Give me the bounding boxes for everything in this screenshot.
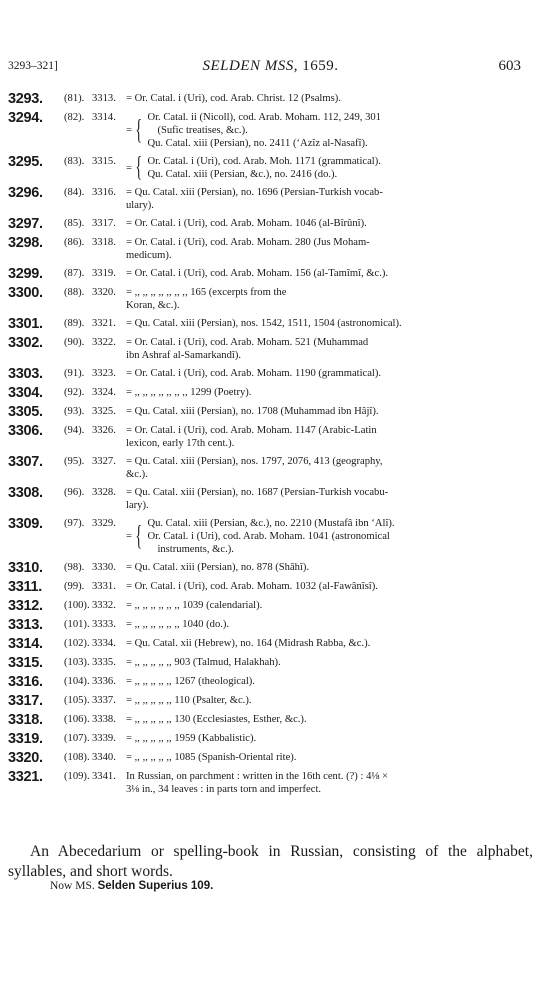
ms-number: 3340. bbox=[92, 752, 116, 763]
header-year: 1659. bbox=[302, 58, 339, 74]
brace-glyph: { bbox=[135, 520, 143, 552]
ms-number: 3326. bbox=[92, 425, 116, 436]
ms-number: 3341. bbox=[92, 771, 116, 782]
entry-number: 3296. bbox=[8, 185, 43, 201]
entry-description bbox=[126, 517, 533, 556]
old-number: (92). bbox=[64, 387, 85, 398]
old-number: (90). bbox=[64, 337, 85, 348]
old-number: (105). bbox=[64, 695, 90, 706]
description-line: = ,, ,, ,, ,, ,, 1267 (theological). bbox=[126, 676, 255, 687]
entry-number: 3293. bbox=[8, 91, 43, 107]
catalogue-entry bbox=[8, 618, 533, 632]
catalogue-entry bbox=[8, 770, 533, 796]
entry-list bbox=[8, 92, 533, 801]
old-number: (88). bbox=[64, 287, 85, 298]
entry-description bbox=[126, 637, 533, 650]
description-line: Qu. Catal. xiii (Persian), no. 2411 (‘Azîz al-Nasafî). bbox=[147, 138, 368, 149]
entry-number: 3320. bbox=[8, 750, 43, 766]
entry-description bbox=[126, 455, 533, 481]
entry-number: 3308. bbox=[8, 485, 43, 501]
entry-description bbox=[126, 286, 533, 312]
entry-description bbox=[126, 236, 533, 262]
old-number: (94). bbox=[64, 425, 85, 436]
old-number: (100). bbox=[64, 600, 90, 611]
ms-number: 3330. bbox=[92, 562, 116, 573]
entry-number: 3306. bbox=[8, 423, 43, 439]
description-line: Or. Catal. i (Uri), cod. Arab. Moham. 1041 (astronomical bbox=[147, 531, 390, 542]
entry-number: 3302. bbox=[8, 335, 43, 351]
catalogue-entry bbox=[8, 217, 533, 231]
description-line: Or. Catal. ii (Nicoll), cod. Arab. Moham. 112, 249, 301 bbox=[147, 112, 381, 123]
catalogue-entry bbox=[8, 367, 533, 381]
ms-number: 3318. bbox=[92, 237, 116, 248]
old-number: (87). bbox=[64, 268, 85, 279]
description-line: lary). bbox=[126, 500, 149, 511]
equals-sign: = bbox=[126, 162, 132, 174]
description-line: = Or. Catal. i (Uri), cod. Arab. Moham. 1032 (al-Fawânîsî). bbox=[126, 581, 378, 592]
description-line: Qu. Catal. xiii (Persian, &c.), no. 2210 (Mustafâ ibn ‘Alî). bbox=[147, 518, 395, 529]
ms-number: 3335. bbox=[92, 657, 116, 668]
ms-number: 3336. bbox=[92, 676, 116, 687]
old-number: (81). bbox=[64, 93, 85, 104]
entry-number: 3314. bbox=[8, 636, 43, 652]
description-line: Koran, &c.). bbox=[126, 300, 180, 311]
catalogue-entry bbox=[8, 92, 533, 106]
catalogue-entry bbox=[8, 599, 533, 613]
description-line: = Qu. Catal. xiii (Persian), no. 1696 (Persian-Turkish vocab- bbox=[126, 187, 383, 198]
catalogue-entry bbox=[8, 656, 533, 670]
entry-number: 3301. bbox=[8, 316, 43, 332]
catalogue-entry bbox=[8, 580, 533, 594]
old-number: (107). bbox=[64, 733, 90, 744]
entry-number: 3312. bbox=[8, 598, 43, 614]
entry-description bbox=[126, 599, 533, 612]
ms-number: 3339. bbox=[92, 733, 116, 744]
old-number: (84). bbox=[64, 187, 85, 198]
description-line: = Qu. Catal. xii (Hebrew), no. 164 (Midrash Rabba, &c.). bbox=[126, 638, 371, 649]
ms-number: 3325. bbox=[92, 406, 116, 417]
old-number: (101). bbox=[64, 619, 90, 630]
catalogue-entry bbox=[8, 286, 533, 312]
entry-number: 3321. bbox=[8, 769, 43, 785]
old-number: (95). bbox=[64, 456, 85, 467]
old-number: (86). bbox=[64, 237, 85, 248]
catalogue-entry bbox=[8, 386, 533, 400]
catalogue-entry bbox=[8, 111, 533, 150]
ms-number: 3313. bbox=[92, 93, 116, 104]
entry-number: 3299. bbox=[8, 266, 43, 282]
equals-sign: = bbox=[126, 531, 132, 542]
entry-number: 3298. bbox=[8, 235, 43, 251]
entry-description bbox=[126, 111, 533, 150]
entry-number: 3307. bbox=[8, 454, 43, 470]
old-number: (93). bbox=[64, 406, 85, 417]
entry-description bbox=[126, 424, 533, 450]
ms-number: 3333. bbox=[92, 619, 116, 630]
description-line: Or. Catal. i (Uri), cod. Arab. Moh. 1171 (grammatical). bbox=[147, 156, 381, 167]
shelfmark-note bbox=[50, 880, 213, 892]
description-line: Qu. Catal. xiii (Persian, &c.), no. 2416 (do.). bbox=[147, 169, 338, 180]
catalogue-entry bbox=[8, 637, 533, 651]
catalogue-entry bbox=[8, 561, 533, 575]
entry-description bbox=[126, 217, 533, 230]
page-header bbox=[8, 60, 533, 80]
ms-number: 3323. bbox=[92, 368, 116, 379]
entry-description bbox=[126, 770, 533, 796]
description-line: = Or. Catal. i (Uri), cod. Arab. Moham. 521 (Muhammad bbox=[126, 337, 369, 348]
description-line: = Or. Catal. i (Uri), cod. Arab. Moham. 280 (Jus Moham- bbox=[126, 237, 370, 248]
description-paragraph: An Abecedarium or spelling-book in Russian, consisting of the alphabet, syllables, and short words. bbox=[8, 843, 533, 880]
description-line: = ,, ,, ,, ,, ,, ,, 1040 (do.). bbox=[126, 619, 230, 630]
entry-description bbox=[126, 751, 533, 764]
old-number: (98). bbox=[64, 562, 85, 573]
catalogue-entry bbox=[8, 186, 533, 212]
description-line: = Or. Catal. i (Uri), cod. Arab. Christ. 12 (Psalms). bbox=[126, 93, 341, 104]
entry-description bbox=[126, 486, 533, 512]
ms-number: 3322. bbox=[92, 337, 116, 348]
now-label: Now MS. bbox=[50, 880, 95, 892]
description-line: medicum). bbox=[126, 250, 172, 261]
catalogue-entry bbox=[8, 152, 533, 183]
catalogue-entry bbox=[8, 694, 533, 708]
ms-number: 3327. bbox=[92, 456, 116, 467]
description-line: ulary). bbox=[126, 200, 154, 211]
entry-number: 3294. bbox=[8, 110, 43, 126]
header-range: 3293–321] bbox=[8, 60, 58, 72]
entry-description bbox=[126, 694, 533, 707]
entry-number: 3304. bbox=[8, 385, 43, 401]
description-line: = ,, ,, ,, ,, ,, 1085 (Spanish-Oriental rite). bbox=[126, 752, 297, 763]
catalogue-entry bbox=[8, 732, 533, 746]
entry-number: 3310. bbox=[8, 560, 43, 576]
old-number: (89). bbox=[64, 318, 85, 329]
old-number: (96). bbox=[64, 487, 85, 498]
ms-number: 3314. bbox=[92, 112, 116, 123]
description-line: = ,, ,, ,, ,, ,, 110 (Psalter, &c.). bbox=[126, 695, 252, 706]
entry-description bbox=[126, 92, 533, 105]
ms-number: 3334. bbox=[92, 638, 116, 649]
description-line: instruments, &c.). bbox=[157, 544, 234, 555]
description-line: = ,, ,, ,, ,, ,, ,, ,, 165 (excerpts from the bbox=[126, 287, 287, 298]
entry-description bbox=[126, 367, 533, 380]
old-number: (97). bbox=[64, 518, 85, 529]
description-line: = Or. Catal. i (Uri), cod. Arab. Moham. 1190 (grammatical). bbox=[126, 368, 382, 379]
catalogue-entry bbox=[8, 675, 533, 689]
entry-number: 3305. bbox=[8, 404, 43, 420]
ms-number: 3332. bbox=[92, 600, 116, 611]
entry-description bbox=[126, 713, 533, 726]
catalogue-entry bbox=[8, 236, 533, 262]
description-line: = Or. Catal. i (Uri), cod. Arab. Moham. 1147 (Arabic-Latin bbox=[126, 425, 377, 436]
entry-description bbox=[126, 152, 533, 183]
entry-description bbox=[126, 386, 533, 399]
entry-description bbox=[126, 317, 533, 330]
entry-description bbox=[126, 267, 533, 280]
catalogue-entry bbox=[8, 517, 533, 556]
entry-number: 3311. bbox=[8, 579, 42, 595]
ms-number: 3324. bbox=[92, 387, 116, 398]
page-number: 603 bbox=[498, 58, 521, 74]
description-line: ibn Ashraf al-Samarkandî). bbox=[126, 350, 242, 361]
ms-number: 3315. bbox=[92, 156, 116, 167]
old-number: (99). bbox=[64, 581, 85, 592]
entry-number: 3313. bbox=[8, 617, 43, 633]
old-number: (102). bbox=[64, 638, 90, 649]
entry-number: 3316. bbox=[8, 674, 43, 690]
running-title bbox=[8, 58, 533, 75]
catalogue-entry bbox=[8, 424, 533, 450]
old-number: (85). bbox=[64, 218, 85, 229]
ms-number: 3316. bbox=[92, 187, 116, 198]
entry-description bbox=[126, 580, 533, 593]
description-line: = Qu. Catal. xiii (Persian), no. 878 (Shâhî). bbox=[126, 562, 310, 573]
entry-number: 3303. bbox=[8, 366, 43, 382]
catalogue-entry bbox=[8, 751, 533, 765]
catalogue-entry bbox=[8, 336, 533, 362]
catalogue-entry bbox=[8, 713, 533, 727]
description-line: = ,, ,, ,, ,, ,, ,, ,, 1299 (Poetry). bbox=[126, 387, 252, 398]
description-line: = Qu. Catal. xiii (Persian), nos. 1797, 2076, 413 (geography, bbox=[126, 456, 383, 467]
description-line: = Qu. Catal. xiii (Persian), nos. 1542, 1511, 1504 (astronomical). bbox=[126, 318, 402, 329]
entry-number: 3309. bbox=[8, 516, 43, 532]
description-line: = ,, ,, ,, ,, ,, 903 (Talmud, Halakhah). bbox=[126, 657, 281, 668]
entry-description bbox=[126, 186, 533, 212]
entry-number: 3300. bbox=[8, 285, 43, 301]
description-line: = Or. Catal. i (Uri), cod. Arab. Moham. 1046 (al-Bîrûnî). bbox=[126, 218, 367, 229]
brace-glyph: { bbox=[135, 152, 143, 183]
ms-number: 3328. bbox=[92, 487, 116, 498]
description-line: (Sufic treatises, &c.). bbox=[157, 125, 248, 136]
ms-number: 3320. bbox=[92, 287, 116, 298]
old-number: (104). bbox=[64, 676, 90, 687]
now-ref: Selden Superius 109. bbox=[97, 880, 214, 892]
old-number: (103). bbox=[64, 657, 90, 668]
entry-description bbox=[126, 618, 533, 631]
entry-number: 3315. bbox=[8, 655, 43, 671]
old-number: (83). bbox=[64, 156, 85, 167]
old-number: (106). bbox=[64, 714, 90, 725]
description-line: In Russian, on parchment : written in the 16th cent. (?) : 4⅛ × bbox=[126, 771, 388, 782]
description-line: = Qu. Catal. xiii (Persian), no. 1708 (Muhammad ibn Hâjî). bbox=[126, 406, 379, 417]
entry-description bbox=[126, 336, 533, 362]
ms-number: 3317. bbox=[92, 218, 116, 229]
entry-description bbox=[126, 675, 533, 688]
description-line: &c.). bbox=[126, 469, 148, 480]
old-number: (82). bbox=[64, 112, 85, 123]
description-line: = Qu. Catal. xiii (Persian), no. 1687 (Persian-Turkish vocabu- bbox=[126, 487, 389, 498]
entry-description bbox=[126, 561, 533, 574]
entry-number: 3317. bbox=[8, 693, 43, 709]
description-line: lexicon, early 17th cent.). bbox=[126, 438, 235, 449]
entry-description bbox=[126, 732, 533, 745]
ms-number: 3337. bbox=[92, 695, 116, 706]
entry-description bbox=[126, 405, 533, 418]
ms-number: 3319. bbox=[92, 268, 116, 279]
description-line: = ,, ,, ,, ,, ,, ,, 1039 (calendarial). bbox=[126, 600, 263, 611]
ms-number: 3338. bbox=[92, 714, 116, 725]
entry-number: 3318. bbox=[8, 712, 43, 728]
ms-number: 3331. bbox=[92, 581, 116, 592]
description-line: = Or. Catal. i (Uri), cod. Arab. Moham. 156 (al-Tamîmî, &c.). bbox=[126, 268, 389, 279]
description-line: = ,, ,, ,, ,, ,, 1959 (Kabbalistic). bbox=[126, 733, 257, 744]
catalogue-entry bbox=[8, 317, 533, 331]
catalogue-entry bbox=[8, 405, 533, 419]
brace-glyph: { bbox=[135, 114, 143, 146]
entry-number: 3297. bbox=[8, 216, 43, 232]
header-title: SELDEN MSS, bbox=[202, 58, 298, 74]
description-line: 3⅛ in., 34 leaves : in parts torn and imperfect. bbox=[126, 784, 322, 795]
entry-description bbox=[126, 656, 533, 669]
old-number: (109). bbox=[64, 771, 90, 782]
ms-number: 3329. bbox=[92, 518, 116, 529]
entry-number: 3319. bbox=[8, 731, 43, 747]
old-number: (91). bbox=[64, 368, 85, 379]
entry-number: 3295. bbox=[8, 154, 43, 170]
description-line: = ,, ,, ,, ,, ,, 130 (Ecclesiastes, Esther, &c.). bbox=[126, 714, 307, 725]
catalogue-entry bbox=[8, 267, 533, 281]
catalogue-entry bbox=[8, 486, 533, 512]
equals-sign: = bbox=[126, 125, 132, 136]
old-number: (108). bbox=[64, 752, 90, 763]
ms-number: 3321. bbox=[92, 318, 116, 329]
catalogue-entry bbox=[8, 455, 533, 481]
